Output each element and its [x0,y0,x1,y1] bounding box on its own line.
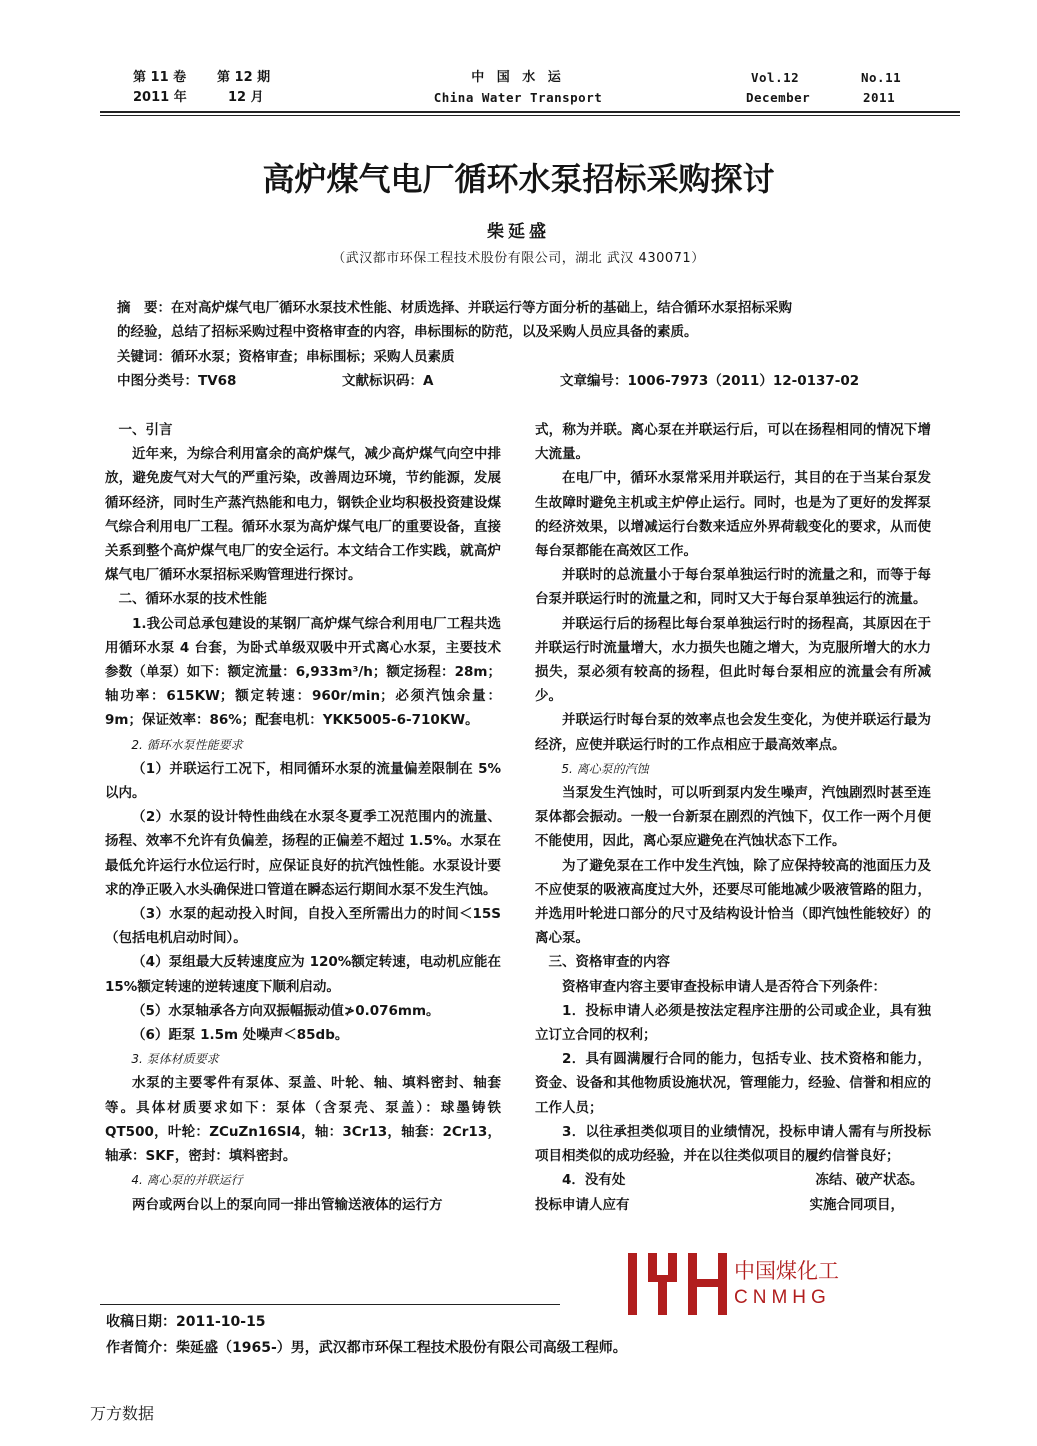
text-fragment: 冻结、破产状态。 [815,1172,924,1189]
section-heading: 二、循环水泵的技术性能 [118,591,267,608]
header-volume-en: Vol.12 [751,70,800,85]
paragraph: （2）水泵的设计特性曲线在水泵冬夏季工况范围内的流量、扬程、效率不允许有负偏差，扬程的正偏差不超过 1.5%。水泵在最低允许运行水位运行时，应保证良好的抗汽蚀性能。水泵设计要求的净正吸入水头确保进口管道在瞬态运行期间水泵不发生汽蚀。 [105,809,501,898]
header-rule-thin [100,115,960,116]
article-title: 高炉煤气电厂循环水泵招标采购探讨 [262,160,775,198]
paragraph: 水泵的主要零件有泵体、泵盖、叶轮、轴、填料密封、轴套等。具体材质要求如下：泵体（含泵壳、泵盖）：球墨铸铁 QT500，叶轮：ZCuZn16SI4，轴：3Cr13，轴套：2Cr13，轴承：SKF，密封：填料密封。 [105,1075,501,1165]
left-column [105,418,501,1217]
text-fragment: 4．没有处 [562,1172,626,1189]
header-journal-en: China Water Transport [433,90,603,105]
classification-number: 中图分类号：TV68 [117,373,237,389]
header-month-cn: 12 月 [228,90,264,105]
section-heading: 一、引言 [118,422,173,438]
article-number: 文章编号：1006-7973（2011）12-0137-02 [560,373,860,389]
source-label: 万方数据 [90,1404,155,1423]
subsection-heading: 2. 循环水泵性能要求 [131,737,243,752]
paragraph: 2．具有圆满履行合同的能力，包括专业、技术资格和能力，资金、设备和其他物质设施状况，管理能力，经验、信誉和相应的工作人员； [535,1051,931,1116]
header-month-en: December [746,90,811,105]
paragraph: 资格审查内容主要审查投标申请人是否符合下列条件： [562,978,886,995]
author-bio: 作者简介：柴延盛（1965-）男，武汉都市环保工程技术股份有限公司高级工程师。 [106,1340,627,1356]
paragraph: （6）距泵 1.5m 处噪声＜85db。 [132,1027,349,1044]
header-year-cn: 2011 年 [133,90,187,105]
subsection-heading: 3. 泵体材质要求 [131,1052,219,1067]
paragraph: （1）并联运行工况下，相同循环水泵的流量偏差限制在 5%以内。 [105,760,501,802]
paragraph: （3）水泵的起动投入时间，自投入至所需出力的时间＜15S（包括电机启动时间）。 [105,906,501,947]
document-code: 文献标识码：A [342,373,434,389]
paragraph: （5）水泵轴承各方向双振幅振动值≯0.076mm。 [132,1002,440,1019]
subsection-heading: 4. 离心泵的并联运行 [131,1173,243,1188]
header-rule [100,111,960,113]
paragraph: 近年来，为综合利用富余的高炉煤气，减少高炉煤气向空中排放，避免废气对大气的严重污染，改善周边环境，节约能源，发展循环经济，同时生产蒸汽热能和电力，钢铁企业均积极投资建设煤气综合利用电厂工程。循环水泵为高炉煤气电厂的重要设备，直接关系到整个高炉煤气电厂的安全运行。本文结合工作实践，就高炉煤气电厂循环水泵招标采购管理进行探讨。 [105,446,501,584]
paragraph: 在电厂中，循环水泵常采用并联运行，其目的在于当某台泵发生故障时避免主机或主炉停止运行。同时，也是为了更好的发挥泵的经济效果，以增减运行台数来适应外界荷载变化的要求，从而使每台泵都能在高效区工作。 [535,470,931,560]
header-issue-cn: 第 12 期 [217,70,271,85]
paragraph: 并联运行时每台泵的效率点也会发生变化，为使并联运行最为经济，应使并联运行时的工作点相应于最高效率点。 [535,712,931,753]
paragraph: 当泵发生汽蚀时，可以听到泵内发生噪声，汽蚀剧烈时甚至连泵体都会振动。一般一台新泵在剧烈的汽蚀下，仅工作一两个月便不能使用，因此，离心泵应避免在汽蚀状态下工作。 [535,785,931,850]
paragraph: 两台或两台以上的泵向同一排出管输送液体的运行方 [132,1196,443,1213]
watermark-mark-icon [626,1249,736,1319]
right-column [535,418,931,1217]
paragraph: 并联时的总流量小于每台泵单独运行时的流量之和，而等于每台泵并联运行时的流量之和，同时又大于每台泵单独运行的流量。 [535,567,931,608]
watermark-brand-cn: 中国煤化工 [734,1260,839,1283]
header-journal-cn: 中 国 水 运 [471,70,565,85]
text-fragment: 实施合同项目， [809,1196,904,1213]
paragraph: 式，称为并联。离心泵在并联运行后，可以在扬程相同的情况下增大流量。 [535,422,931,463]
section-heading: 三、资格审查的内容 [548,954,670,971]
article-affiliation: （武汉都市环保工程技术股份有限公司，湖北 武汉 430071） [332,251,705,266]
watermark-brand-en: CNMHG [734,1287,831,1308]
keywords: 关键词：循环水泵；资格审查；串标围标；采购人员素质 [117,349,455,365]
paragraph-partial [535,1168,931,1192]
footnote-rule [100,1304,560,1305]
header-number-en: No.11 [861,70,902,85]
paragraph: 3．以往承担类似项目的业绩情况，投标申请人需有与所投标项目相类似的成功经验，并在以往类似项目的履约信誉良好； [535,1123,931,1165]
article-author: 柴延盛 [487,222,550,242]
paragraph: 1.我公司总承包建设的某钢厂高炉煤气综合利用电厂工程共选用循环水泵 4 台套，为卧式单级双吸中开式离心水泵，主要技术参数（单泵）如下：额定流量：6,933m³/h；额定扬程：28m；轴功率：615KW；额定转速：960r/min；必须汽蚀余量：9m；保证效率：86%；配套电机：YKK5005-6-710KW。 [105,615,501,729]
paragraph: （4）泵组最大反转速度应为 120%额定转速，电动机应能在 15%额定转速的逆转速度下顺利启动。 [105,954,501,995]
abstract-line-2: 的经验，总结了招标采购过程中资格审查的内容，串标围标的防范，以及采购人员应具备的素质。 [117,324,698,340]
subsection-heading: 5. 离心泵的汽蚀 [561,761,649,776]
received-date: 收稿日期：2011-10-15 [106,1314,266,1330]
header-year-en: 2011 [863,90,896,105]
paragraph: 1．投标申请人必须是按法定程序注册的公司或企业，具有独立订立合同的权利； [535,1002,931,1044]
text-fragment: 投标申请人应有 [535,1196,630,1213]
paragraph-partial [535,1193,931,1217]
header-volume-cn: 第 11 卷 [133,70,187,85]
watermark-logo [620,1247,840,1321]
paragraph: 为了避免泵在工作中发生汽蚀，除了应保持较高的池面压力及不应使泵的吸液高度过大外，还要尽可能地减少吸液管路的阻力，并选用叶轮进口部分的尺寸及结构设计恰当（即汽蚀性能较好）的离心泵。 [535,857,931,947]
paragraph: 并联运行后的扬程比每台泵单独运行时的扬程高，其原因在于并联运行时流量增大，水力损失也随之增大，为克服所增大的水力损失，泵必须有较高的扬程，但此时每台泵相应的流量会有所减少。 [535,615,931,705]
abstract-line-1: 摘 要：在对高炉煤气电厂循环水泵技术性能、材质选择、并联运行等方面分析的基础上，结合循环水泵招标采购 [117,300,792,316]
